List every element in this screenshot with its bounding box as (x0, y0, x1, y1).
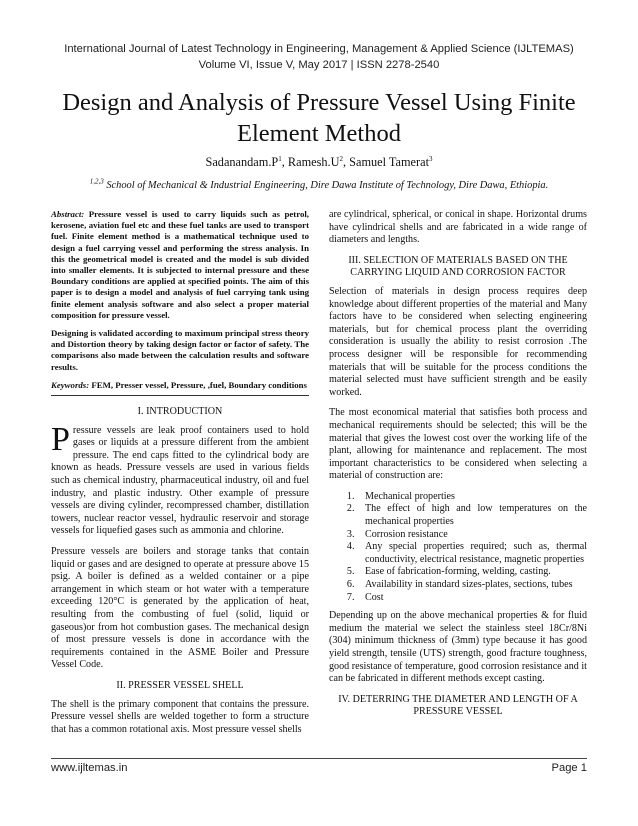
materials-paragraph-1: Selection of materials in design process requires deep knowledge about different properties of the material and Many factors have to be considered when selecting engineering materials, but for chemical process plant the overriding consideration is usually the ability to resist corrosion .The process designer will be responsible for recommending materials that will be suitable for the process conditions the material selected must have sufficient strength and be easily worked. (329, 285, 587, 398)
authors (0, 155, 638, 170)
list-item: 6. Availability in standard sizes-plates, sections, tubes (357, 579, 587, 592)
intro-paragraph-1-text: ressure vessels are leak proof containers used to hold gases or liquids at a pressure different from the ambient pressure. The end caps fitted to the cylindrical body are known as heads. Pressure vessels are used in various fields such as chemical industry, pharmaceutical industry, oil and fuel industry, and plastic industry. Other example of pressure vessels are diving cylinder, recompressed chamber, distillation towers, nuclear reactor vessel, hydraulic reservoir and storage vessels for liquefied gases such as ammonia and chlorine. (51, 424, 309, 537)
drop-cap: P (51, 420, 70, 458)
abstract-text: Pressure vessel is used to carry liquids such as petrol, kerosene, aviation fuel etc and these fuel tanks are used to transport fuel. Finite element method is a mathematical technique used to design a fuel carrying vessel and performing the stress analysis. In this the geometrical model is created and the model is sub divided into smaller elements. It is subjected to internal pressure and these Boundary conditions are applied at specified points. The aim of this paper is to design a model and analysis of fuel carrying tank using finite element analysis software and also select a proper material composition for pressure vessel. (51, 209, 309, 320)
materials-paragraph-3: Depending up on the above mechanical properties & for fluid medium the material we select the stainless steel 18Cr/8Ni (304) minimum thickness of (3mm) type because it has good yield strength, tensile (UTS) strength, good fracture toughness, good resistance of temperature, good corrosion resistance and it can be fabricated in different methods except casting. (329, 610, 587, 685)
section-heading-introduction: I. INTRODUCTION (137, 406, 223, 418)
materials-paragraph-2: The most economical material that satisfies both process and mechanical requirements should be selected; this will be the material that gives the lowest cost over the working life of the plant, allowing for maintenance and replacement. The most important characteristics to be considered when selecting a material of construction are: (329, 407, 587, 482)
author-3-sup: 3 (428, 154, 433, 163)
list-item: 7. Cost (357, 592, 587, 605)
abstract (51, 209, 309, 321)
list-item: 3. Corrosion resistance (357, 529, 587, 542)
author-1-sup: 1 (278, 154, 282, 163)
affiliation-sup: 1,2,3 (89, 177, 104, 186)
abstract-label: Abstract: (51, 209, 85, 219)
list-item: 2. The effect of high and low temperatures on the mechanical properties (357, 503, 587, 528)
keywords (51, 380, 309, 391)
author-2-sup: 2 (339, 154, 343, 163)
journal-header-line2: Volume VI, Issue V, May 2017 | ISSN 2278-2540 (198, 59, 440, 71)
paper-title: Design and Analysis of Pressure Vessel Using Finite Element Method (62, 89, 576, 147)
shell-paragraph-1-continued: are cylindrical, spherical, or conical in shape. Horizontal drums have cylindrical shells and are fabricated in a wide range of diameters and lengths. (329, 209, 587, 246)
keywords-label: Keywords: (51, 379, 90, 390)
left-column (51, 209, 309, 744)
list-item: 4. Any special properties required; such as, thermal conductivity, electrical resistance, magnetic properties (357, 541, 587, 566)
affiliation (0, 177, 638, 191)
author-3: Samuel Tamerat (349, 155, 429, 169)
author-sep-2: , (342, 155, 350, 169)
materials-characteristics-list (329, 491, 587, 604)
author-2: Ramesh.U (287, 155, 340, 169)
section-heading-diameter: IV. DETERRING THE DIAMETER AND LENGTH OF A PRESSURE VESSEL (338, 693, 578, 718)
author-sep-1: , (281, 155, 288, 169)
footer-divider (51, 758, 587, 759)
footer-page-number: Page 1 (551, 762, 587, 774)
abstract-paragraph-2: Designing is validated according to maximum principal stress theory and Distortion theory by taking design factor or factor of safety. The comparisons also made between the calculation results and software results. (51, 328, 309, 372)
section-heading-shell: II. PRESSER VESSEL SHELL (116, 679, 244, 691)
intro-paragraph-1 (51, 420, 309, 538)
list-item: 5. Ease of fabrication-forming, welding, casting. (357, 566, 587, 579)
journal-header-line1: International Journal of Latest Technology in Engineering, Management & Applied Science (IJLTEMAS) (64, 43, 574, 55)
keywords-text: FEM, Presser vessel, Pressure, ,fuel, Boundary conditions (89, 379, 307, 390)
footer-url[interactable]: www.ijltemas.in (51, 762, 128, 774)
author-1: Sadanandam.P (205, 155, 279, 169)
shell-paragraph-1: The shell is the primary component that contains the pressure. Pressure vessel shells are welded together to form a structure that has a common rotational axis. Most pressure vessel shells (51, 698, 309, 735)
intro-paragraph-2: Pressure vessels are boilers and storage tanks that contain liquid or gases and are designed to operate at pressure above 15 psig. A boiler is defined as a welded container or a pipe arrangement in which steam or hot water with a temperature exceeding 120°C is generated by the application of heat, resulting from the combusting of fuel (solid, liquid or gaseous)or from hot combustion gases. The mechanical design of most pressure vessels is done in accordance with the requirements contained in the ASME Boiler and Pressure Vessel Code. (51, 545, 309, 671)
section-heading-materials: III. SELECTION OF MATERIALS BASED ON THE CARRYING LIQUID AND CORROSION FACTOR (348, 254, 568, 279)
keywords-block (51, 380, 309, 396)
right-column (329, 209, 587, 725)
affiliation-text: School of Mechanical & Industrial Engineering, Dire Dawa Institute of Technology, Dire Dawa, Ethiopia. (103, 180, 549, 191)
list-item: 1. Mechanical properties (357, 491, 587, 504)
